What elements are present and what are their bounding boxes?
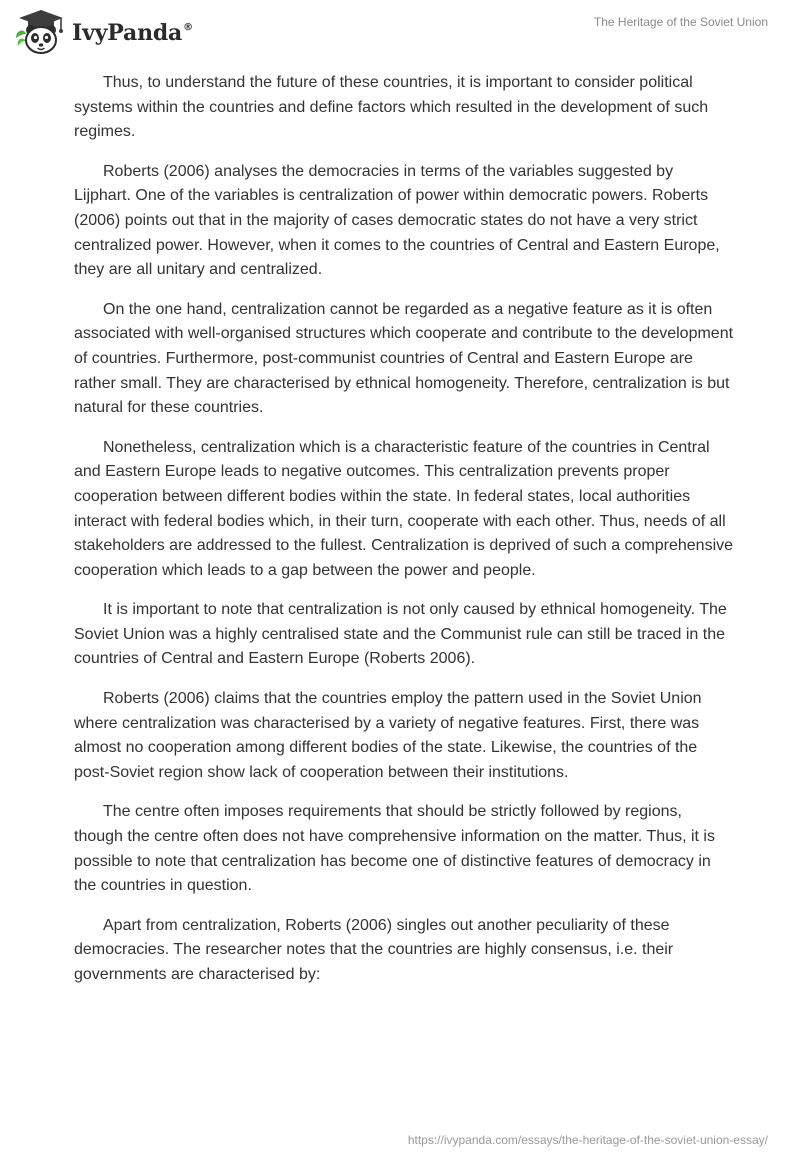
paragraph: It is important to note that centralization is not only caused by ethnical homogeneity. The Soviet Union was a highly centralised state and the Communist rule can still be traced in the countries of Central and Eastern Europe (Roberts 2006).: [74, 601, 727, 668]
paragraph: Thus, to understand the future of these countries, it is important to consider political systems within the countries and define factors which resulted in the development of such regimes.: [74, 74, 709, 141]
paragraph: The centre often imposes requirements that should be strictly followed by regions, though the centre often does not have comprehensive information on the matter. Thus, it is possible to note that centralization has become one of distinctive features of democracy in the countries in question.: [74, 803, 715, 895]
page-header: [0, 0, 800, 66]
paragraph: Roberts (2006) claims that the countries employ the pattern used in the Soviet Union where centralization was characterised by a variety of negative features. First, there was almost no cooperation among different bodies of the state. Likewise, the countries of the post-Soviet region show lack of cooperation between their institutions.: [74, 690, 702, 781]
paragraph: Nonetheless, centralization which is a characteristic feature of the countries in Central and Eastern Europe leads to negative outcomes. This centralization prevents proper cooperation between different bodies within the state. In federal states, local authorities interact with federal bodies which, in their turn, cooperate with each other. Thus, needs of all stakeholders are addressed to the fullest. Centralization is deprived of such a comprehensive cooperation which leads to a gap between the power and people.: [74, 438, 734, 579]
essay-body: [74, 71, 734, 1003]
document-title: The Heritage of the Soviet Union: [593, 15, 768, 29]
paragraph: On the one hand, centralization cannot be regarded as a negative feature as it is often associated with well-organised structures which cooperate and contribute to the development of countries. Furthermore, post-communist countries of Central and Eastern Europe are rather small. They are characterised by ethnical homogeneity. Therefore, centralization is but natural for these countries.: [74, 300, 734, 417]
paragraph: Roberts (2006) analyses the democracies in terms of the variables suggested by Lijphart. One of the variables is centralization of power within democratic powers. Roberts (2006) points out that in the majority of cases democratic states do not have a very strict centralized power. However, when it comes to the countries of Central and Eastern Europe, they are all unitary and centralized.: [74, 162, 720, 279]
paragraph: Apart from centralization, Roberts (2006) singles out another peculiarity of these democracies. The researcher notes that the countries are highly consensus, i.e. their governments are characterised by:: [74, 916, 674, 983]
panda-graduate-logo-icon: [14, 8, 68, 56]
registered-mark: ®: [183, 21, 193, 33]
source-url[interactable]: https://ivypanda.com/essays/the-heritage-of-the-soviet-union-essay/: [407, 1133, 768, 1147]
brand-name: IvyPanda®: [72, 20, 193, 46]
ivypanda-logo[interactable]: [14, 8, 193, 56]
